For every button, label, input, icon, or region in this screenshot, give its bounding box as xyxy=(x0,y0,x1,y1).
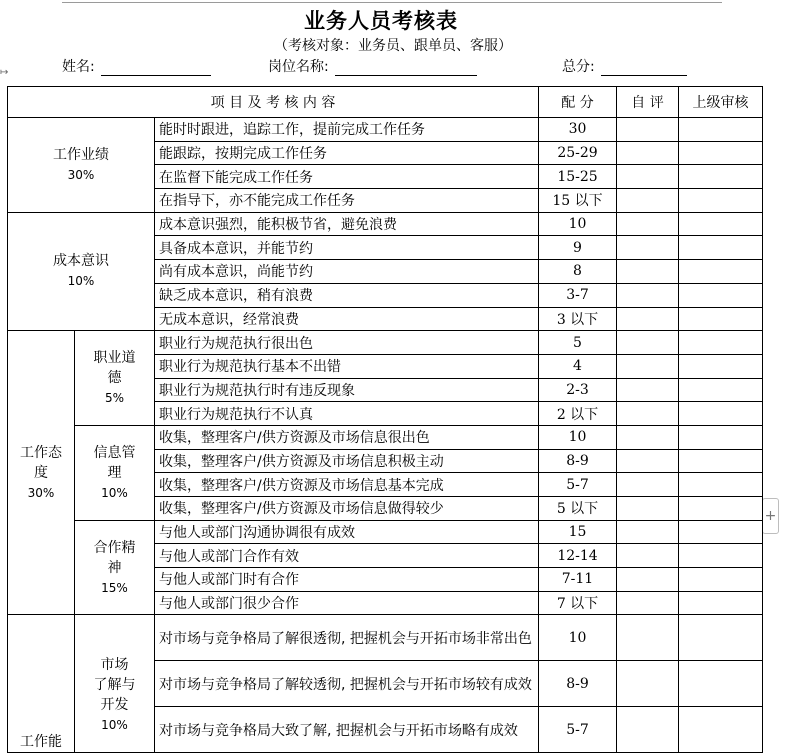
superior-score-cell[interactable] xyxy=(679,473,763,497)
score-cell: 5-7 xyxy=(539,707,617,753)
score-cell: 15 xyxy=(539,520,617,544)
self-score-cell[interactable] xyxy=(617,331,679,355)
subcategory-title-line2: 德 xyxy=(107,370,122,387)
criterion-cell: 在指导下，亦不能完成工作任务 xyxy=(155,189,539,213)
category-performance xyxy=(8,118,155,213)
criterion-cell: 职业行为规范执行时有违反现象 xyxy=(155,378,539,402)
add-page-plus-icon[interactable]: + xyxy=(762,498,779,534)
self-score-cell[interactable] xyxy=(617,520,679,544)
score-cell: 9 xyxy=(539,236,617,260)
header-superior: 上级审核 xyxy=(679,87,763,118)
category-title-line1: 工作态 xyxy=(20,444,62,461)
collapse-arrow-icon[interactable]: ↦ xyxy=(0,67,9,78)
total-label: 总分: xyxy=(562,59,595,75)
superior-score-cell[interactable] xyxy=(679,707,763,753)
superior-score-cell[interactable] xyxy=(679,402,763,426)
score-cell: 7-11 xyxy=(539,568,617,592)
category-ability xyxy=(8,615,75,753)
superior-score-cell[interactable] xyxy=(679,354,763,378)
self-score-cell[interactable] xyxy=(617,473,679,497)
score-cell: 7 以下 xyxy=(539,591,617,615)
score-cell: 2 以下 xyxy=(539,402,617,426)
score-cell: 8-9 xyxy=(539,449,617,473)
criterion-cell: 尚有成本意识，尚能节约 xyxy=(155,260,539,284)
self-score-cell[interactable] xyxy=(617,212,679,236)
page-subtitle: （考核对象：业务员、跟单员、客服） xyxy=(274,38,512,54)
self-score-cell[interactable] xyxy=(617,591,679,615)
superior-score-cell[interactable] xyxy=(679,260,763,284)
criterion-cell: 收集，整理客户/供方资源及市场信息积极主动 xyxy=(155,449,539,473)
header-self: 自 评 xyxy=(617,87,679,118)
self-score-cell[interactable] xyxy=(617,283,679,307)
score-cell: 3-7 xyxy=(539,283,617,307)
superior-score-cell[interactable] xyxy=(679,212,763,236)
score-cell: 5 以下 xyxy=(539,497,617,521)
subcategory-team xyxy=(75,520,155,615)
superior-score-cell[interactable] xyxy=(679,189,763,213)
criterion-cell: 收集，整理客户/供方资源及市场信息很出色 xyxy=(155,425,539,449)
score-cell: 15-25 xyxy=(539,165,617,189)
position-field[interactable] xyxy=(268,56,477,76)
criterion-cell: 无成本意识，经常浪费 xyxy=(155,307,539,331)
superior-score-cell[interactable] xyxy=(679,307,763,331)
table-row xyxy=(8,615,763,661)
score-cell: 15 以下 xyxy=(539,189,617,213)
category-weight: 30% xyxy=(27,485,55,500)
score-cell: 5 xyxy=(539,331,617,355)
superior-score-cell[interactable] xyxy=(679,449,763,473)
superior-score-cell[interactable] xyxy=(679,141,763,165)
name-label: 姓名: xyxy=(62,59,95,75)
category-title: 工作业绩 xyxy=(53,146,109,163)
table-row xyxy=(8,520,763,544)
superior-score-cell[interactable] xyxy=(679,425,763,449)
subcategory-info xyxy=(75,425,155,520)
criterion-cell: 在监督下能完成工作任务 xyxy=(155,165,539,189)
self-score-cell[interactable] xyxy=(617,189,679,213)
score-cell: 2-3 xyxy=(539,378,617,402)
superior-score-cell[interactable] xyxy=(679,591,763,615)
self-score-cell[interactable] xyxy=(617,544,679,568)
criterion-cell: 职业行为规范执行基本不出错 xyxy=(155,354,539,378)
subcategory-title-line2: 理 xyxy=(107,464,122,481)
table-header-row xyxy=(8,87,763,118)
criterion-cell: 与他人或部门时有合作 xyxy=(155,568,539,592)
subcategory-title-line1: 职业道 xyxy=(93,350,136,367)
superior-score-cell[interactable] xyxy=(679,615,763,661)
self-score-cell[interactable] xyxy=(617,497,679,521)
self-score-cell[interactable] xyxy=(617,141,679,165)
table-row xyxy=(8,212,763,236)
total-blank[interactable] xyxy=(601,61,687,76)
header-item: 项 目 及 考 核 内 容 xyxy=(8,87,539,118)
self-score-cell[interactable] xyxy=(617,260,679,284)
self-score-cell[interactable] xyxy=(617,449,679,473)
criterion-cell: 职业行为规范执行很出色 xyxy=(155,331,539,355)
subcategory-weight: 10% xyxy=(101,718,128,733)
subcategory-title-line1: 信息管 xyxy=(93,444,136,461)
subcategory-weight: 5% xyxy=(104,391,125,406)
superior-score-cell[interactable] xyxy=(679,520,763,544)
score-cell: 5-7 xyxy=(539,473,617,497)
table-row xyxy=(8,331,763,355)
table-row xyxy=(8,425,763,449)
self-score-cell[interactable] xyxy=(617,165,679,189)
criterion-cell: 能跟踪，按期完成工作任务 xyxy=(155,141,539,165)
criterion-cell: 与他人或部门沟通协调很有成效 xyxy=(155,520,539,544)
self-score-cell[interactable] xyxy=(617,354,679,378)
self-score-cell[interactable] xyxy=(617,661,679,707)
score-cell: 12-14 xyxy=(539,544,617,568)
category-title-line2: 度 xyxy=(34,464,48,481)
self-score-cell[interactable] xyxy=(617,307,679,331)
name-field[interactable] xyxy=(62,56,211,76)
assessment-table xyxy=(7,86,763,753)
superior-score-cell[interactable] xyxy=(679,568,763,592)
score-cell: 10 xyxy=(539,425,617,449)
criterion-cell: 职业行为规范执行不认真 xyxy=(155,402,539,426)
self-score-cell[interactable] xyxy=(617,378,679,402)
score-cell: 30 xyxy=(539,118,617,142)
self-score-cell[interactable] xyxy=(617,707,679,753)
criterion-cell: 成本意识强烈，能积极节省，避免浪费 xyxy=(155,212,539,236)
criterion-cell: 收集，整理客户/供方资源及市场信息基本完成 xyxy=(155,473,539,497)
top-rule xyxy=(62,2,722,3)
score-cell: 10 xyxy=(539,212,617,236)
superior-score-cell[interactable] xyxy=(679,236,763,260)
subcategory-ethics xyxy=(75,331,155,426)
criterion-cell: 对市场与竞争格局了解很透彻, 把握机会与开拓市场非常出色 xyxy=(155,615,539,661)
self-score-cell[interactable] xyxy=(617,402,679,426)
superior-score-cell[interactable] xyxy=(679,497,763,521)
score-cell: 8-9 xyxy=(539,661,617,707)
self-score-cell[interactable] xyxy=(617,568,679,592)
superior-score-cell[interactable] xyxy=(679,378,763,402)
superior-score-cell[interactable] xyxy=(679,165,763,189)
superior-score-cell[interactable] xyxy=(679,661,763,707)
score-cell: 25-29 xyxy=(539,141,617,165)
position-blank[interactable] xyxy=(335,61,477,76)
category-attitude xyxy=(8,331,75,615)
score-cell: 8 xyxy=(539,260,617,284)
self-score-cell[interactable] xyxy=(617,118,679,142)
criterion-cell: 收集，整理客户/供方资源及市场信息做得较少 xyxy=(155,497,539,521)
criterion-cell: 具备成本意识，并能节约 xyxy=(155,236,539,260)
category-title: 成本意识 xyxy=(53,253,109,270)
subcategory-title-line3: 开发 xyxy=(100,697,129,714)
self-score-cell[interactable] xyxy=(617,236,679,260)
criterion-cell: 与他人或部门合作有效 xyxy=(155,544,539,568)
score-cell: 10 xyxy=(539,615,617,661)
category-weight: 30% xyxy=(67,167,95,182)
criterion-cell: 能时时跟进，追踪工作，提前完成工作任务 xyxy=(155,118,539,142)
table-row xyxy=(8,118,763,142)
score-cell: 4 xyxy=(539,354,617,378)
header-score: 配 分 xyxy=(539,87,617,118)
category-cost xyxy=(8,212,155,330)
superior-score-cell[interactable] xyxy=(679,118,763,142)
subcategory-weight: 15% xyxy=(101,580,128,595)
page-title: 业务人员考核表 xyxy=(304,9,458,33)
score-cell: 3 以下 xyxy=(539,307,617,331)
superior-score-cell[interactable] xyxy=(679,331,763,355)
subcategory-title-line2: 神 xyxy=(107,559,122,576)
self-score-cell[interactable] xyxy=(617,425,679,449)
subcategory-title-line1: 市场 xyxy=(100,657,129,674)
superior-score-cell[interactable] xyxy=(679,283,763,307)
self-score-cell[interactable] xyxy=(617,615,679,661)
criterion-cell: 与他人或部门很少合作 xyxy=(155,591,539,615)
total-field[interactable] xyxy=(562,56,687,76)
criterion-cell: 对市场与竞争格局大致了解, 把握机会与开拓市场略有成效 xyxy=(155,707,539,753)
superior-score-cell[interactable] xyxy=(679,544,763,568)
position-label: 岗位名称: xyxy=(268,59,329,75)
subcategory-market xyxy=(75,615,155,753)
criterion-cell: 缺乏成本意识，稍有浪费 xyxy=(155,283,539,307)
subcategory-title-line2: 了解与 xyxy=(93,677,136,694)
subcategory-title-line1: 合作精 xyxy=(93,539,136,556)
criterion-cell: 对市场与竞争格局了解较透彻, 把握机会与开拓市场较有成效 xyxy=(155,661,539,707)
subcategory-weight: 10% xyxy=(101,485,128,500)
category-weight: 10% xyxy=(67,274,95,289)
name-blank[interactable] xyxy=(101,61,211,76)
category-title-line1: 工作能 xyxy=(20,734,62,751)
